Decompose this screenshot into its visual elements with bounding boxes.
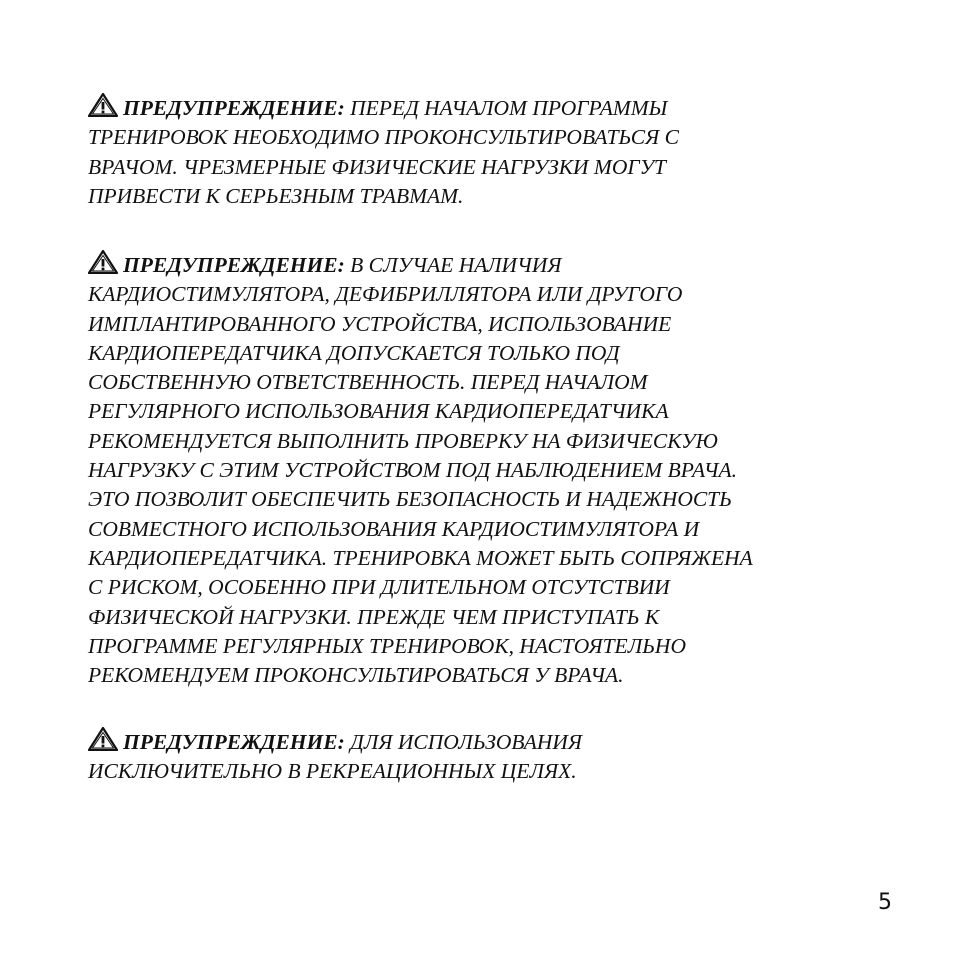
- warning-text-line: ПРОГРАММЕ РЕГУЛЯРНЫХ ТРЕНИРОВОК, НАСТОЯТЕЛЬНО: [88, 633, 686, 658]
- warning-text-line: СОБСТВЕННУЮ ОТВЕТСТВЕННОСТЬ. ПЕРЕД НАЧАЛОМ: [88, 370, 648, 395]
- warning-text-line: СОВМЕСТНОГО ИСПОЛЬЗОВАНИЯ КАРДИОСТИМУЛЯТОРА И: [88, 516, 700, 541]
- warning-label: ПРЕДУПРЕЖДЕНИЕ:: [123, 730, 345, 754]
- warning-triangle-icon: [88, 250, 118, 274]
- warning-text-line: С РИСКОМ, ОСОБЕННО ПРИ ДЛИТЕЛЬНОМ ОТСУТСТВИИ: [88, 575, 670, 600]
- warning-text-line: ИСКЛЮЧИТЕЛЬНО В РЕКРЕАЦИОННЫХ ЦЕЛЯХ.: [88, 759, 577, 784]
- warning-text-line: В СЛУЧАЕ НАЛИЧИЯ: [350, 253, 562, 277]
- warning-text-line: ВРАЧОМ. ЧРЕЗМЕРНЫЕ ФИЗИЧЕСКИЕ НАГРУЗКИ МОГУТ: [88, 154, 667, 179]
- warning-block-pacemaker: [88, 250, 868, 690]
- warning-label: ПРЕДУПРЕЖДЕНИЕ:: [123, 253, 345, 277]
- warning-text-line: ФИЗИЧЕСКОЙ НАГРУЗКИ. ПРЕЖДЕ ЧЕМ ПРИСТУПАТЬ К: [88, 604, 660, 629]
- warning-text-line: ПРИВЕСТИ К СЕРЬЕЗНЫМ ТРАВМАМ.: [88, 183, 464, 208]
- warning-text-line: ПЕРЕД НАЧАЛОМ ПРОГРАММЫ: [350, 96, 668, 120]
- warning-text-line: ИМПЛАНТИРОВАННОГО УСТРОЙСТВА, ИСПОЛЬЗОВАНИЕ: [88, 311, 672, 336]
- warning-text-line: РЕКОМЕНДУЕТСЯ ВЫПОЛНИТЬ ПРОВЕРКУ НА ФИЗИЧЕСКУЮ: [88, 428, 718, 453]
- warning-text-line: РЕКОМЕНДУЕМ ПРОКОНСУЛЬТИРОВАТЬСЯ У ВРАЧА.: [88, 663, 624, 688]
- warning-first-line: [88, 727, 868, 757]
- warning-label: ПРЕДУПРЕЖДЕНИЕ:: [123, 96, 345, 120]
- warning-triangle-icon: [88, 727, 118, 751]
- warning-block-consult-doctor: [88, 93, 868, 211]
- warning-text-line: КАРДИОПЕРЕДАТЧИКА ДОПУСКАЕТСЯ ТОЛЬКО ПОД: [88, 340, 620, 365]
- warning-text-line: ТРЕНИРОВОК НЕОБХОДИМО ПРОКОНСУЛЬТИРОВАТЬСЯ С: [88, 125, 679, 150]
- warning-text-line: КАРДИОСТИМУЛЯТОРА, ДЕФИБРИЛЛЯТОРА ИЛИ ДРУГОГО: [88, 282, 683, 307]
- warning-text-line: ЭТО ПОЗВОЛИТ ОБЕСПЕЧИТЬ БЕЗОПАСНОСТЬ И НАДЕЖНОСТЬ: [88, 487, 732, 512]
- warning-block-recreational-use: [88, 727, 868, 787]
- warning-text-line: КАРДИОПЕРЕДАТЧИКА. ТРЕНИРОВКА МОЖЕТ БЫТЬ СОПРЯЖЕНА: [88, 545, 753, 570]
- warning-first-line: [88, 93, 868, 123]
- warning-text-line: ДЛЯ ИСПОЛЬЗОВАНИЯ: [350, 730, 583, 754]
- warning-first-line: [88, 250, 868, 280]
- warning-text-line: РЕГУЛЯРНОГО ИСПОЛЬЗОВАНИЯ КАРДИОПЕРЕДАТЧИКА: [88, 399, 669, 424]
- warning-triangle-icon: [88, 93, 118, 117]
- page-number: 5: [878, 890, 892, 915]
- warning-text-line: НАГРУЗКУ С ЭТИМ УСТРОЙСТВОМ ПОД НАБЛЮДЕНИЕМ ВРАЧА.: [88, 458, 738, 483]
